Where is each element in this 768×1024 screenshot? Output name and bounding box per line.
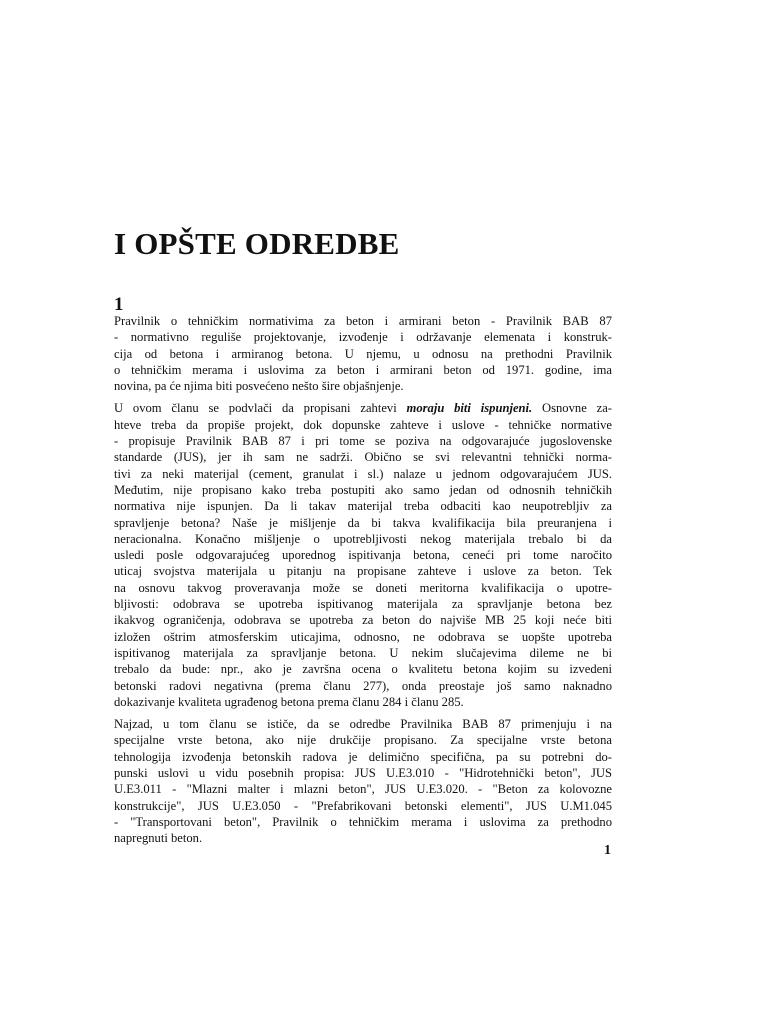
text-line: usledi posle odgovarajućeg uporednog ispitivanja betona, ceneći pri tome naročito	[114, 548, 612, 563]
text-line: ispitivanog materijala za spravljanje betona. U nekim slučajevima dileme ne bi	[114, 645, 612, 660]
text-line: tehnologija izvođenja betonskih radova je delimično specifična, pa su potrebni do-	[114, 749, 612, 764]
text-line: spravljenje betona? Naše je mišljenje da bi takva kvalifikacija bila preuranjena i	[114, 515, 612, 530]
paragraph-special-concrete	[114, 716, 612, 846]
section-number: 1	[114, 294, 124, 315]
text-line: betonski radovi negativna (prema članu 277), onda preostaje još samo naknadno	[114, 678, 612, 693]
text-line: konstrukcije", JUS U.E3.050 - "Prefabrikovani betonski elementi", JUS U.M1.045	[114, 798, 612, 813]
text-line: tivi za neki materijal (cement, granulat i sl.) nalaze u jednom odgovarajućem JUS.	[114, 466, 612, 481]
body-text	[114, 313, 612, 853]
paragraph-intro	[114, 313, 612, 394]
text-line: specijalne vrste betona, ako nije drukčije propisano. Za specijalne vrste betona	[114, 733, 612, 748]
text-line: uticaj svojstva materijala u pitanju na propisane zahteve i uslove za beton. Tek	[114, 564, 612, 579]
text-line-with-emphasis	[114, 400, 612, 416]
paragraph-requirements	[114, 400, 612, 710]
emphasized-text: moraju biti ispunjeni.	[406, 401, 533, 416]
text-line: Međutim, nije propisano kako treba postupiti ako samo jedan od odnosnih tehničkih	[114, 482, 612, 497]
text-line: hteve treba da propiše projekt, dok dopunske zahteve i uslove - tehničke normative	[114, 417, 612, 432]
text-line: punski uslovi u vidu posebnih propisa: JUS U.E3.010 - "Hidrotehnički beton", JUS	[114, 766, 612, 781]
text-line: dokazivanje kvaliteta ugrađenog betona prema članu 284 i članu 285.	[114, 694, 464, 709]
text-line: izložen oštrim atmosferskim uticajima, odnosno, ne odobrava se uopšte upotreba	[114, 629, 612, 644]
text-line: bljivosti: odobrava se upotreba ispitivanog materijala za spravljanje betona bez	[114, 597, 612, 612]
text-fragment: U ovom članu se podvlači da propisani zahtevi	[114, 401, 397, 416]
text-fragment: Osnovne za-	[542, 401, 612, 416]
text-line: - "Transportovani beton", Pravilnik o tehničkim merama i uslovima za prethodno	[114, 814, 612, 829]
text-line: cija od betona i armiranog betona. U njemu, u odnosu na prethodni Pravilnik	[114, 346, 612, 361]
text-line: napregnuti beton.	[114, 831, 203, 846]
text-line: - propisuje Pravilnik BAB 87 i pri tome se poziva na odgovarajuće jugoslovenske	[114, 434, 612, 449]
text-line: standarde (JUS), jer ih sam ne sadrži. Obično se svi relevantni tehnički norma-	[114, 450, 612, 465]
text-line: ikakvog ograničenja, odobrava se upotreba za beton do najviše MB 25 koji neće biti	[114, 613, 612, 628]
text-line: trebalo da bude: npr., ako je završna ocena o kvalitetu betona kojim su izvedeni	[114, 662, 612, 677]
text-line: na osnovu takvog proveravanja može se doneti meritorna kvalifikacija o upotre-	[114, 580, 612, 595]
text-line: U.E3.011 - "Mlazni malter i mlazni beton", JUS U.E3.020. - "Beton za kolovozne	[114, 782, 612, 797]
page-number: 1	[604, 843, 611, 858]
text-line: novina, pa će njima biti posvećeno nešto šire objašnjenje.	[114, 379, 404, 394]
text-line: o tehničkim merama i uslovima za beton i armirani beton od 1971. godine, ima	[114, 362, 612, 377]
text-line: Najzad, u tom članu se ističe, da se odredbe Pravilnika BAB 87 primenjuju i na	[114, 717, 612, 732]
text-line: neracionalna. Konačno mišljenje o upotrebljivosti nekog materijala trebalo bi da	[114, 531, 612, 546]
text-line: Pravilnik o tehničkim normativima za beton i armirani beton - Pravilnik BAB 87	[114, 314, 612, 328]
text-line: - normativno reguliše projektovanje, izvođenje i održavanje elemenata i konstruk-	[114, 330, 612, 345]
chapter-title: I OPŠTE ODREDBE	[114, 226, 400, 261]
text-line: normativa nije ispunjen. Da li takav materijal treba odbaciti kao neupotrebljiv za	[114, 499, 612, 514]
